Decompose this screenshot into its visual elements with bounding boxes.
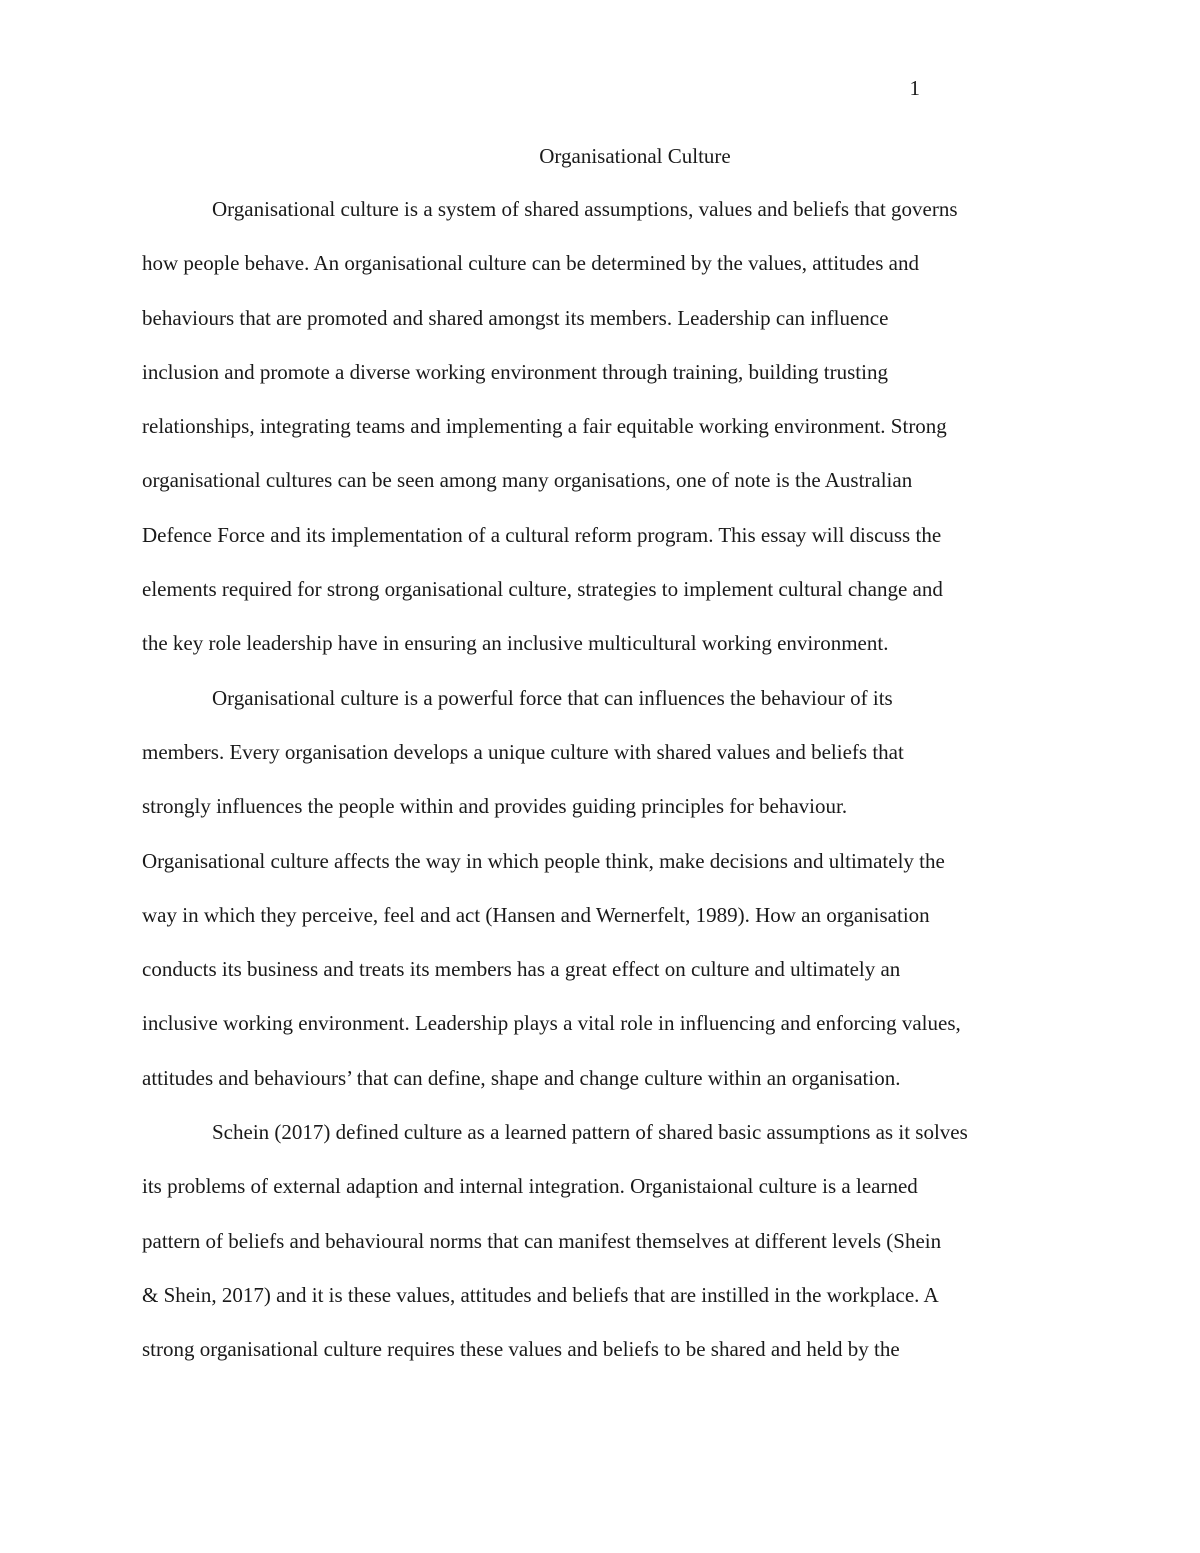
paragraph-line: behaviours that are promoted and shared amongst its members. Leadership can influence (142, 305, 889, 330)
paragraph-line: pattern of beliefs and behavioural norms that can manifest themselves at different levels (Shein (142, 1228, 942, 1253)
paragraph-line: its problems of external adaption and internal integration. Organistaional culture is a learned (142, 1174, 918, 1199)
paragraph-line: Organisational culture is a powerful force that can influences the behaviour of its (212, 685, 893, 710)
paragraph-line: inclusive working environment. Leadership plays a vital role in influencing and enforcing values, (142, 1011, 961, 1036)
page-title: Organisational Culture (539, 144, 731, 168)
paragraph-line: inclusion and promote a diverse working environment through training, building trusting (142, 359, 888, 384)
paragraph-line: the key role leadership have in ensuring an inclusive multicultural working environment. (142, 631, 889, 656)
page-number: 1 (909, 76, 920, 100)
paragraph-line: strongly influences the people within and provides guiding principles for behaviour. (142, 794, 848, 819)
paragraph-line: & Shein, 2017) and it is these values, attitudes and beliefs that are instilled in the workplace. A (142, 1282, 939, 1307)
paragraph-line: organisational cultures can be seen among many organisations, one of note is the Australian (142, 468, 913, 493)
paragraph-line: relationships, integrating teams and implementing a fair equitable working environment. Strong (142, 414, 947, 439)
paragraph-line: elements required for strong organisational culture, strategies to implement cultural change and (142, 577, 943, 602)
paragraph-line: members. Every organisation develops a unique culture with shared values and beliefs that (142, 739, 904, 764)
paragraph-line: strong organisational culture requires these values and beliefs to be shared and held by the (142, 1337, 900, 1362)
document-body (142, 182, 1060, 1377)
paragraph-line: Organisational culture affects the way in which people think, make decisions and ultimately the (142, 848, 945, 873)
paragraph-line: Organisational culture is a system of shared assumptions, values and beliefs that governs (212, 197, 958, 221)
paragraph-line: attitudes and behaviours’ that can define, shape and change culture within an organisation. (142, 1065, 901, 1090)
paragraph-line: Defence Force and its implementation of a cultural reform program. This essay will discuss the (142, 522, 942, 547)
paragraph-line: how people behave. An organisational culture can be determined by the values, attitudes and (142, 251, 919, 276)
paragraph-line: Schein (2017) defined culture as a learned pattern of shared basic assumptions as it solves (212, 1120, 968, 1145)
paragraph-line: way in which they perceive, feel and act (Hansen and Wernerfelt, 1989). How an organisation (142, 902, 930, 927)
paragraph-line: conducts its business and treats its members has a great effect on culture and ultimately an (142, 957, 901, 982)
